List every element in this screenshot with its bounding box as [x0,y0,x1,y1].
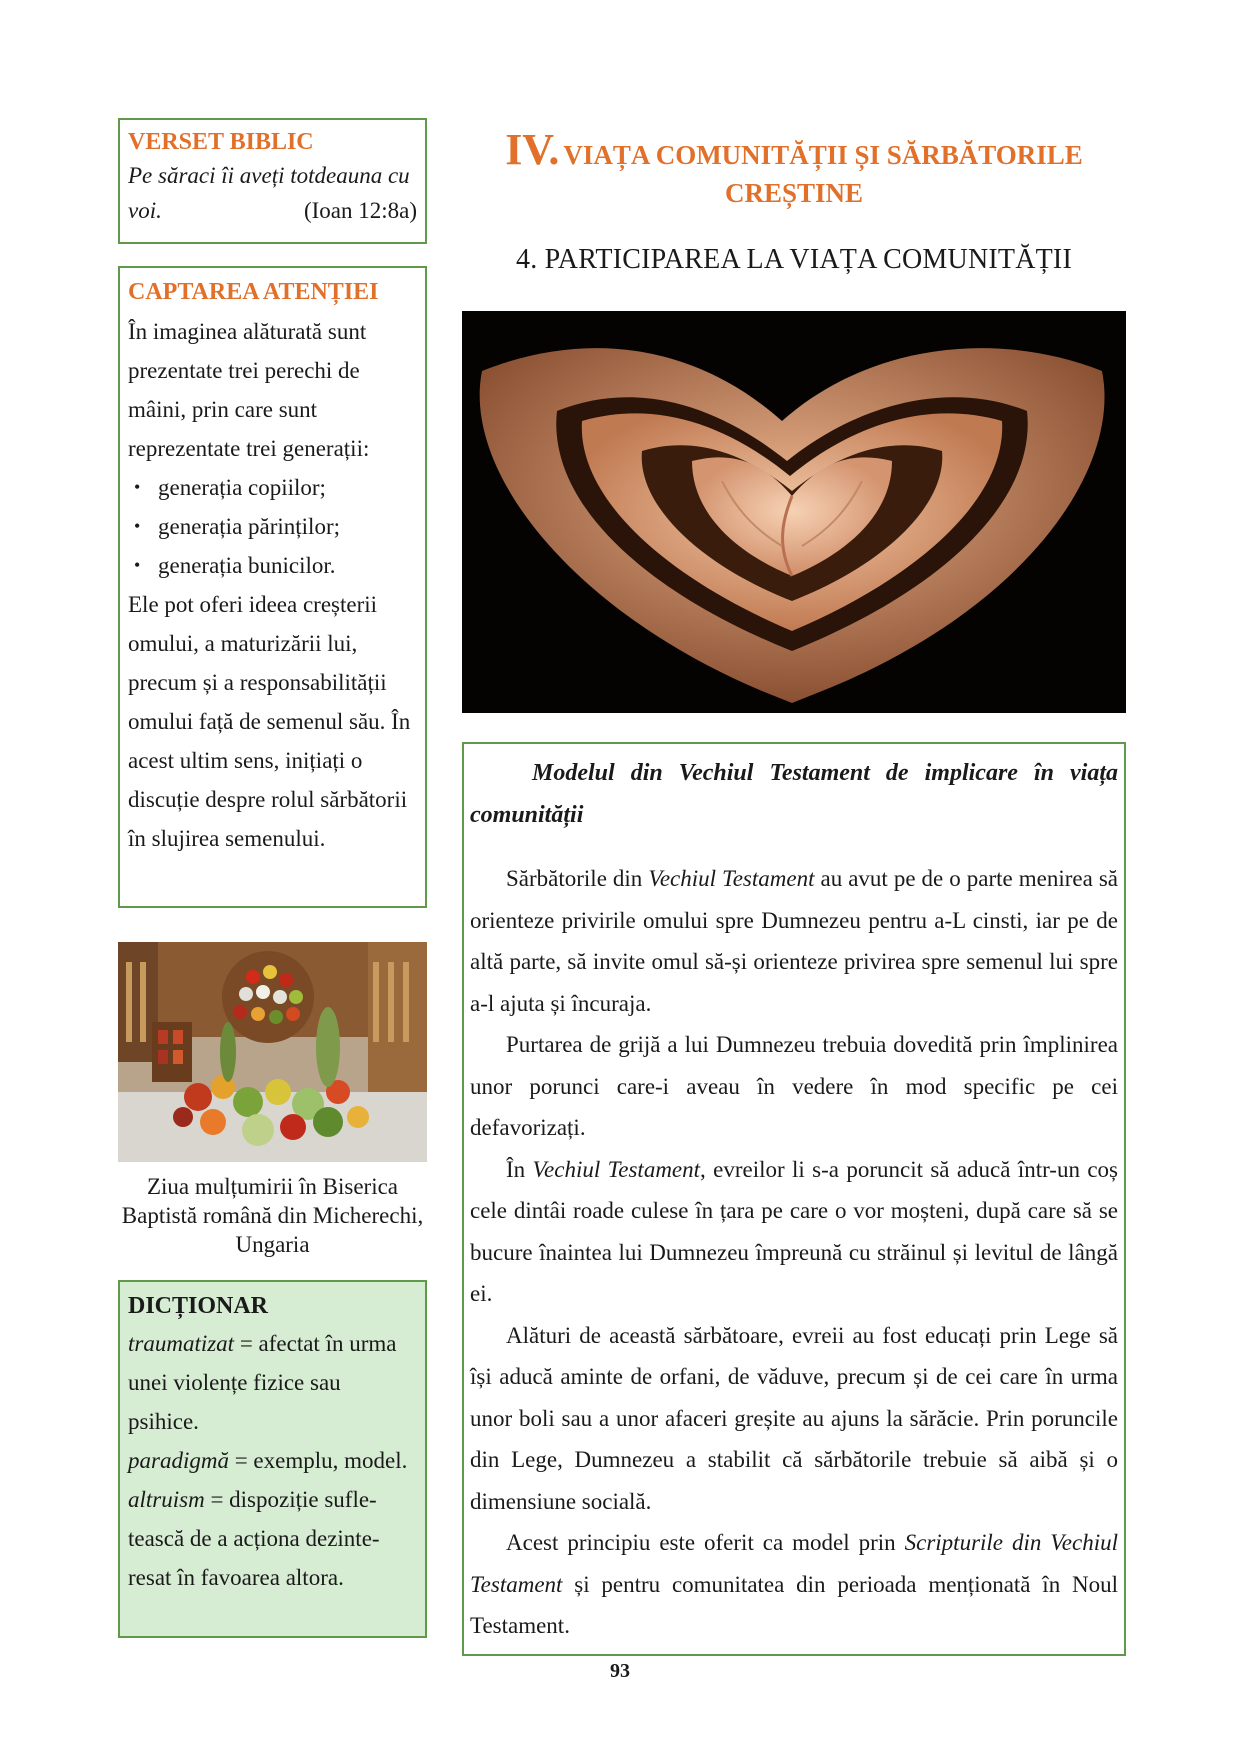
dictionary-entry [128,1480,417,1597]
chapter-header [462,124,1126,211]
hands-heart-photo [462,311,1126,713]
verse-title: VERSET BIBLIC [128,129,314,155]
emphasis: Vechiul Testament [532,1156,701,1182]
paragraph: Sărbătorile din Vechiul Testament au avut pe de o parte menirea să orienteze privirile omului spre Dumnezeu pentru a-L cinsti, iar pe de altă parte, să invite omul să-și orienteze privirea spre semenul lui spre a-l ajuta și încuraja. [470,866,1119,1016]
paragraph: Acest principiu este oferit ca model prin Scripturile din Vechiul Testament și pentru comunitatea din perioada menționată în Noul Testament. [470,1530,1119,1638]
dictionary-definition: = afectat în urma unei violențe fizice sau psihice. [128,1331,397,1434]
old-testament-model-box [462,742,1126,1656]
dictionary-box [118,1280,427,1638]
emphasis: Scripturile din Vechiul Testament [470,1530,1119,1597]
list-item: • generația părinților; [128,507,417,546]
dictionary-definition: = exemplu, model. [228,1448,408,1473]
chapter-number: IV. [505,125,560,174]
lesson-title: 4. PARTICIPAREA LA VIAȚA COMUNITĂȚII [516,244,1072,275]
photo-caption: Ziua mulțumirii în Biserica Baptistă română din Micherechi, Ungaria [121,1174,424,1257]
hands-heart-image [462,311,1126,713]
dictionary-title: DICȚIONAR [128,1293,269,1319]
verse-text: Pe săraci îi aveți totdeauna cu voi. (Ioan 12:8a) [128,158,417,228]
dictionary-entry [128,1324,417,1441]
list-item: • generația bunicilor. [128,546,417,585]
verse-reference: (Ioan 12:8a) [303,198,417,223]
attention-box [118,266,427,908]
dictionary-term: paradigmă [128,1448,229,1473]
generations-list [128,468,417,585]
paragraph: Alături de această sărbătoare, evreii au fost educați prin Lege să își aducă aminte de orfani, de văduve, precum și de cei care în urma unor boli sau a unor afaceri greșite au ajuns la sărăcie. Prin poruncile din Lege, Dumnezeu a stabilit că sărbătorile trebuie să aibă și o dimensiune socială. [470,1322,1118,1514]
dictionary-term: traumatizat [128,1331,235,1356]
dictionary-term: altruism [128,1487,205,1512]
dictionary-entry [128,1441,417,1480]
page-number: 93 [610,1660,630,1682]
chapter-title: VIAȚA COMUNITĂȚII ȘI SĂRBĂTORILE CREȘTINE [563,140,1083,208]
emphasis: Vechiul Testament [648,866,815,891]
harvest-photo-image [118,942,427,1162]
paragraph: În Vechiul Testament, evreilor li s-a poruncit să aducă într-un coș cele dintâi roade culese în țara pe care o vor moșteni, după care să se bucure înaintea lui Dumnezeu împreună cu străinul și levitul de lângă ei. [470,1156,1118,1306]
list-item: • generația copiilor; [128,468,417,507]
harvest-photo [118,942,427,1162]
verse-box [118,118,427,244]
dictionary-definition: = dispoziție sufle-tească de a acționa dezinte-resat în favoarea altora. [128,1487,380,1590]
attention-title: CAPTAREA ATENȚIEI [128,279,379,305]
paragraph: Purtarea de grijă a lui Dumnezeu trebuia dovedită prin împlinirea unor porunci care-i aveau în vedere în mod specific pe cei defavorizați. [470,1032,1118,1140]
attention-intro: În imaginea alăturată sunt prezentate trei perechi de mâini, prin care sunt reprezentate trei generații: [128,319,370,461]
section-title: Modelul din Vechiul Testament de implicare în viața comunității [470,760,1118,828]
attention-body: Ele pot oferi ideea creșterii omului, a maturizării lui, precum și a responsabilității omului față de semenul său. În acest ultim sens, inițiați o discuție despre rolul sărbătorii în slujirea semenului. [128,592,411,851]
